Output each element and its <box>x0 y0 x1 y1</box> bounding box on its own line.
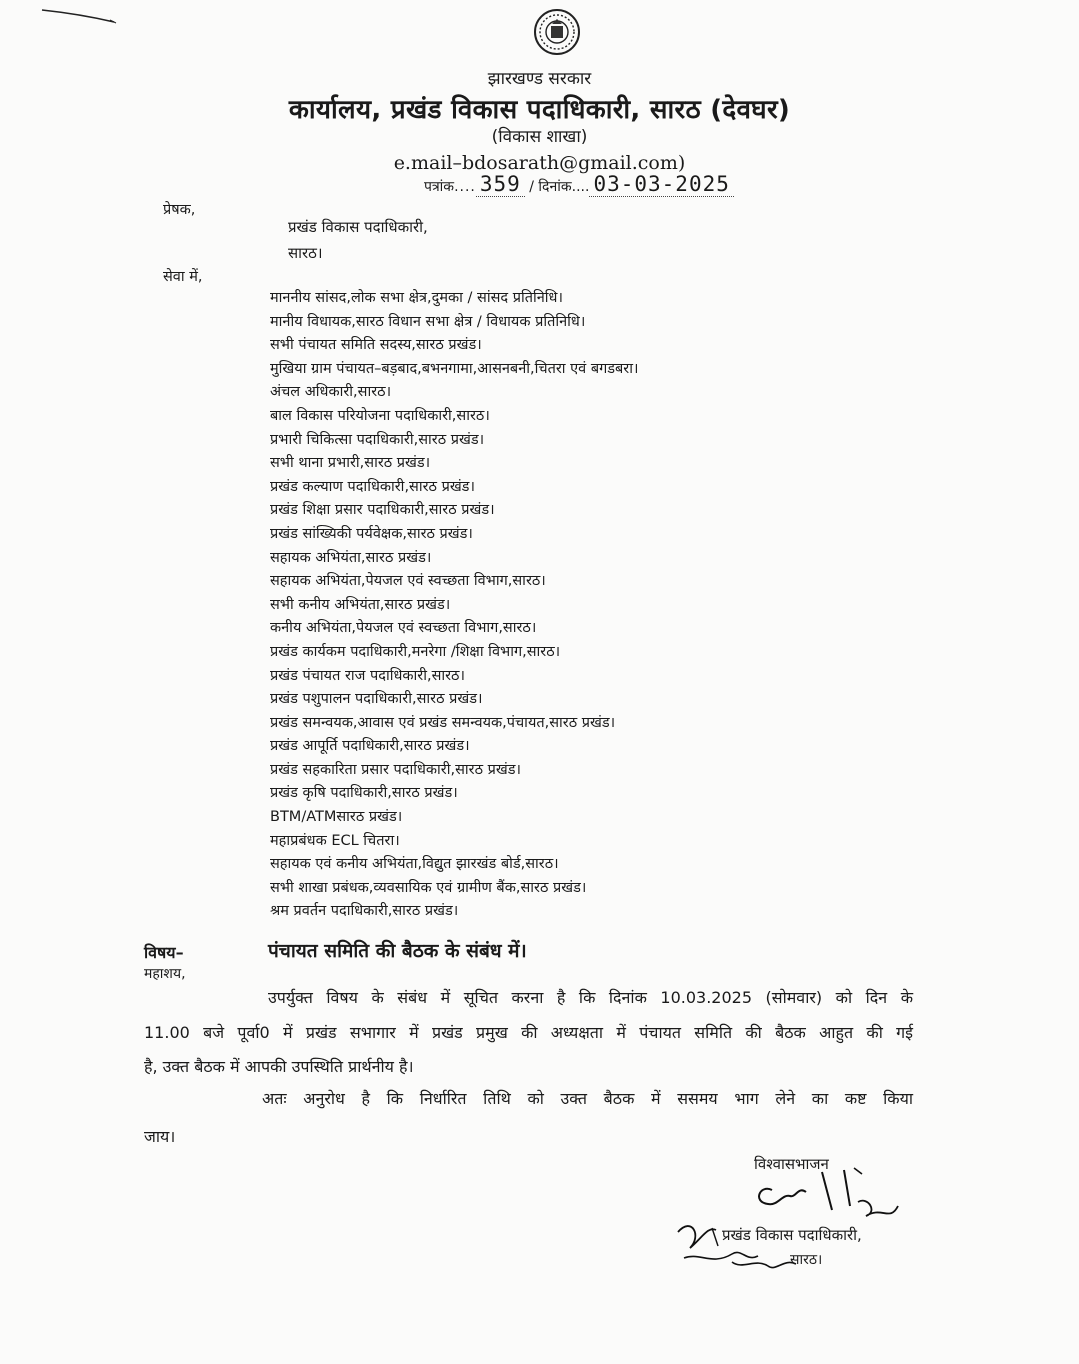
signatory-place: सारठ। <box>790 1252 823 1268</box>
list-item: कनीय अभियंता,पेयजल एवं स्वच्छता विभाग,सारठ। <box>270 620 537 637</box>
list-item: सभी थाना प्रभारी,सारठ प्रखंड। <box>270 455 431 472</box>
list-item: प्रखंड कल्याण पदाधिकारी,सारठ प्रखंड। <box>270 478 475 495</box>
list-item: प्रखंड कार्यकम पदाधिकारी,मनरेगा /शिक्षा विभाग,सारठ। <box>270 643 561 660</box>
date-label: / दिनांक <box>529 179 572 195</box>
list-item: मानीय विधायक,सारठ विधान सभा क्षेत्र / विधायक प्रतिनिधि। <box>270 313 586 330</box>
list-item: अंचल अधिकारी,सारठ। <box>270 384 392 401</box>
list-item: सहायक एवं कनीय अभियंता,विद्युत झारखंड बोर्ड,सारठ। <box>270 856 559 873</box>
letter-date: 03-03-2025 <box>589 172 733 197</box>
letter-no: 359 <box>476 172 525 197</box>
sender-designation: प्रखंड विकास पदाधिकारी, <box>288 218 428 236</box>
body-paragraph-1-line-3: है, उक्त बैठक में आपकी उपस्थिति प्रार्थनीय है। <box>144 1057 414 1076</box>
list-item: सहायक अभियंता,पेयजल एवं स्वच्छता विभाग,सारठ। <box>270 573 546 590</box>
list-item: सभी पंचायत समिति सदस्य,सारठ प्रखंड। <box>270 337 482 354</box>
list-item: प्रखंड आपूर्ति पदाधिकारी,सारठ प्रखंड। <box>270 738 470 755</box>
government-name: झारखण्ड सरकार <box>487 69 592 89</box>
list-item: प्रखंड सहकारिता प्रसार पदाधिकारी,सारठ प्रखंड। <box>270 761 521 778</box>
office-title: कार्यालय, प्रखंड विकास पदाधिकारी, सारठ (देवघर) <box>288 95 791 125</box>
signatory-designation: प्रखंड विकास पदाधिकारी, <box>722 1226 862 1244</box>
subject-label: विषय– <box>144 943 184 962</box>
list-item: बाल विकास परियोजना पदाधिकारी,सारठ। <box>270 407 490 424</box>
list-item: सभी कनीय अभियंता,सारठ प्रखंड। <box>270 596 451 613</box>
list-item: श्रम प्रवर्तन पदाधिकारी,सारठ प्रखंड। <box>270 903 459 920</box>
list-item: प्रखंड पशुपालन पदाधिकारी,सारठ प्रखंड। <box>270 691 483 708</box>
office-email: e.mail–bdosarath@gmail.com) <box>393 152 686 174</box>
list-item: मुखिया ग्राम पंचायत–बड़बाद,बभनगामा,आसनबनी,चितरा एवं बगडबरा। <box>270 360 639 377</box>
letter-no-label: पत्रांक <box>424 179 455 195</box>
list-item: प्रखंड शिक्षा प्रसार पदाधिकारी,सारठ प्रखंड। <box>270 502 495 519</box>
list-item: प्रभारी चिकित्सा पदाधिकारी,सारठ प्रखंड। <box>270 431 485 448</box>
list-item: प्रखंड समन्वयक,आवास एवं प्रखंड समन्वयक,पंचायत,सारठ प्रखंड। <box>270 714 616 731</box>
list-item: सभी शाखा प्रबंधक,व्यवसायिक एवं ग्रामीण बैंक,सारठ प्रखंड। <box>270 879 587 896</box>
list-item: महाप्रबंधक ECL चितरा। <box>270 832 400 849</box>
branch-name: (विकास शाखा) <box>491 127 588 147</box>
body-paragraph-1-line-1: उपर्युक्त विषय के संबंध में सूचित करना है कि दिनांक 10.03.2025 (सोमवार) को दिन के <box>268 988 913 1007</box>
list-item: प्रखंड सांख्यिकी पर्यवेक्षक,सारठ प्रखंड। <box>270 525 473 542</box>
list-item: प्रखंड पंचायत राज पदाधिकारी,सारठ। <box>270 667 465 684</box>
list-item: सहायक अभियंता,सारठ प्रखंड। <box>270 549 432 566</box>
salutation: महाशय, <box>144 966 186 982</box>
sender-place: सारठ। <box>288 244 323 262</box>
government-emblem-icon <box>532 6 582 60</box>
pen-stroke-mark <box>40 6 120 28</box>
subject-text: पंचायत समिति की बैठक के संबंध में। <box>268 940 527 962</box>
sender-label: प्रेषक, <box>163 202 196 218</box>
recipient-list <box>270 287 639 924</box>
body-paragraph-1-line-2: 11.00 बजे पूर्वा0 में प्रखंड सभागार में प्रखंड प्रमुख की अध्यक्षता में पंचायत समिति की बैठक आहुत की गई <box>144 1023 913 1042</box>
reference-line: पत्रांक.... 359 / दिनांक.... 03-03-2025 <box>424 172 734 196</box>
closing-regards: विश्वासभाजन <box>754 1155 829 1173</box>
list-item: BTM/ATMसारठ प्रखंड। <box>270 809 403 826</box>
list-item: माननीय सांसद,लोक सभा क्षेत्र,दुमका / सांसद प्रतिनिधि। <box>270 290 563 306</box>
body-paragraph-2-line-2: जाय। <box>144 1127 176 1146</box>
body-paragraph-2-line-1: अतः अनुरोध है कि निर्धारित तिथि को उक्त बैठक में ससमय भाग लेने का कष्ट किया <box>262 1089 913 1108</box>
list-item: प्रखंड कृषि पदाधिकारी,सारठ प्रखंड। <box>270 785 458 802</box>
recipient-label: सेवा में, <box>163 269 203 285</box>
